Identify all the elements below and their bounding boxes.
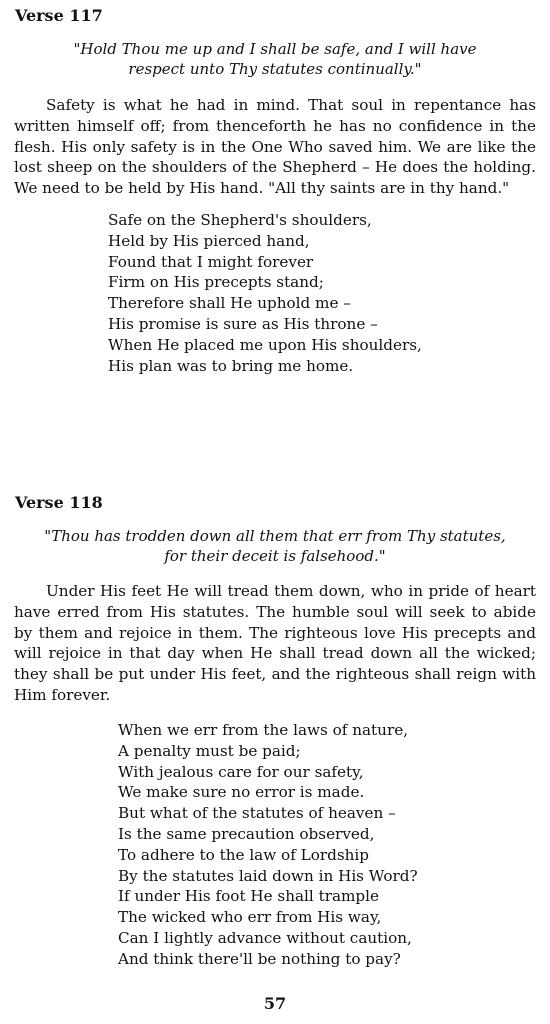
poem-line: Can I lightly advance without caution, bbox=[118, 928, 412, 947]
poem-line: Held by His pierced hand, bbox=[108, 231, 310, 250]
paragraph-line: lost sheep on the shoulders of the Shepherd – He does the holding. bbox=[14, 158, 536, 177]
paragraph-line: Him forever. bbox=[14, 685, 111, 704]
verse-118-commentary bbox=[14, 581, 536, 706]
poem-line: Found that I might forever bbox=[108, 252, 314, 271]
poem-line: His plan was to bring me home. bbox=[108, 356, 354, 375]
poem-line: The wicked who err from His way, bbox=[118, 908, 382, 927]
poem-line: And think there'll be nothing to pay? bbox=[118, 949, 401, 968]
poem-line: Therefore shall He uphold me – bbox=[108, 294, 351, 313]
paragraph-line: We need to be held by His hand. "All thy saints are in thy hand." bbox=[14, 179, 510, 198]
verse-117-poem bbox=[108, 210, 422, 376]
quote-line: respect unto Thy statutes continually." bbox=[128, 60, 422, 78]
poem-line: When He placed me upon His shoulders, bbox=[108, 335, 422, 354]
poem-line: If under His foot He shall trample bbox=[118, 887, 379, 906]
verse-118-quote bbox=[20, 526, 530, 566]
verse-117-quote bbox=[20, 39, 530, 79]
poem-line: A penalty must be paid; bbox=[118, 741, 301, 760]
poem-line: By the statutes laid down in His Word? bbox=[118, 866, 418, 885]
verse-118-poem bbox=[118, 720, 418, 970]
quote-line: "Thou has trodden down all them that err from Thy statutes, bbox=[44, 527, 506, 545]
poem-line: With jealous care for our safety, bbox=[118, 762, 364, 781]
poem-line: Safe on the Shepherd's shoulders, bbox=[108, 211, 372, 229]
verse-117-heading: Verse 117 bbox=[15, 6, 103, 25]
paragraph-line: will rejoice in that day when He shall tread down all the wicked; bbox=[14, 644, 536, 663]
page-number: 57 bbox=[263, 994, 287, 1013]
paragraph-line: flesh. His only safety is in the One Who saved him. We are like the bbox=[14, 137, 536, 156]
poem-line: Is the same precaution observed, bbox=[118, 824, 375, 843]
quote-line: for their deceit is falsehood." bbox=[164, 547, 386, 565]
quote-line: "Hold Thou me up and I shall be safe, and I will have bbox=[73, 40, 477, 58]
poem-line: When we err from the laws of nature, bbox=[118, 721, 409, 739]
poem-line: Firm on His precepts stand; bbox=[108, 273, 324, 292]
verse-118-heading: Verse 118 bbox=[15, 493, 103, 512]
paragraph-line: Under His feet He will tread them down, who in pride of heart bbox=[46, 582, 536, 600]
paragraph-line: by them and rejoice in them. The righteous love His precepts and bbox=[14, 623, 536, 642]
poem-line: But what of the statutes of heaven – bbox=[118, 804, 396, 823]
paragraph-line: they shall be put under His feet, and the righteous shall reign with bbox=[14, 665, 536, 684]
paragraph-line: Safety is what he had in mind. That soul in repentance has bbox=[46, 96, 536, 114]
poem-line: To adhere to the law of Lordship bbox=[118, 845, 370, 864]
paragraph-line: written himself off; from thenceforth he has no confidence in the bbox=[14, 116, 536, 135]
poem-line: His promise is sure as His throne – bbox=[108, 314, 378, 333]
verse-117-commentary bbox=[14, 95, 536, 199]
paragraph-line: have erred from His statutes. The humble soul will seek to abide bbox=[14, 602, 536, 621]
poem-line: We make sure no error is made. bbox=[118, 783, 365, 802]
